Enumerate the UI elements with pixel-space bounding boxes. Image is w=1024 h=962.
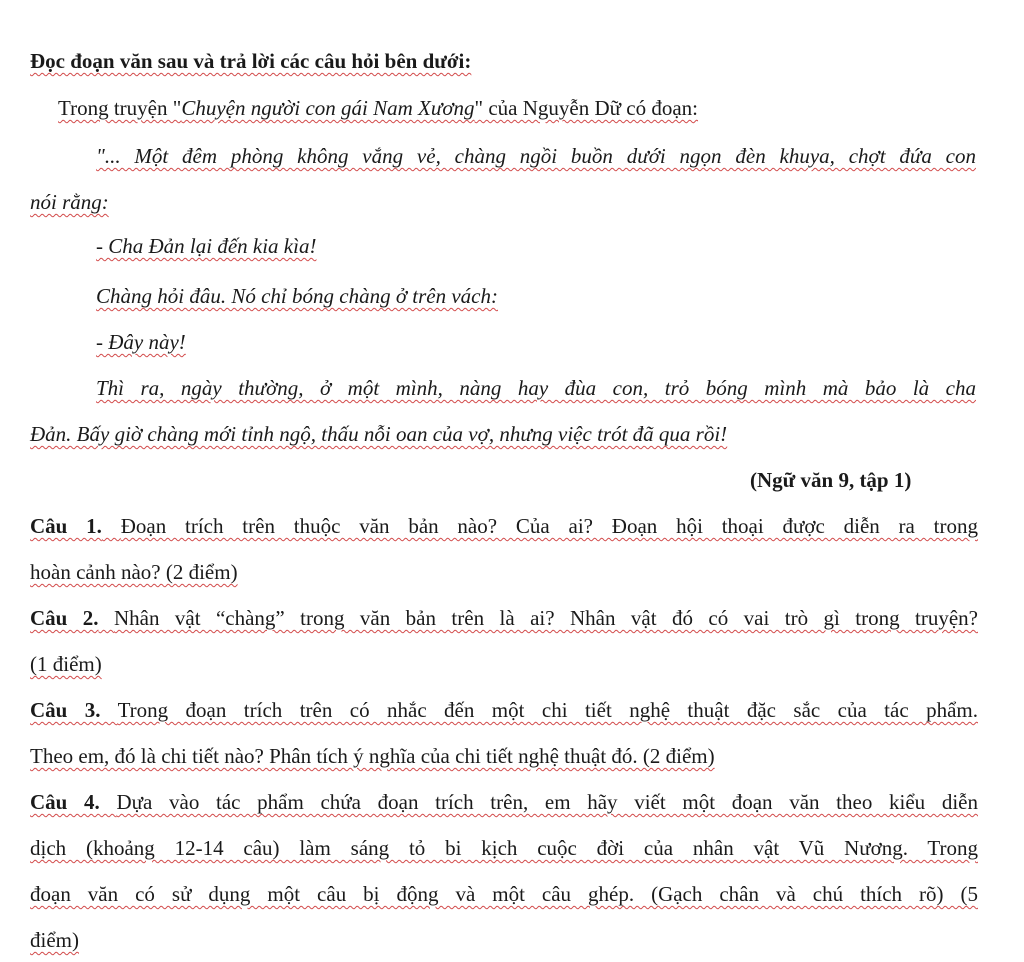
question-2-text-1: Nhân vật “chàng” trong văn bản trên là ai? Nhân vật đó có vai trò gì trong truyện?	[113, 606, 978, 630]
excerpt-line-7: Đản. Bấy giờ chàng mới tỉnh ngộ, thấu nỗi oan của vợ, nhưng việc trót đã qua rồi!	[30, 422, 728, 446]
question-4-line-1	[30, 788, 978, 816]
excerpt-line-2: nói rằng:	[30, 190, 109, 214]
excerpt-line-4: Chàng hỏi đâu. Nó chỉ bóng chàng ở trên vách:	[96, 284, 498, 308]
excerpt-line-3: - Cha Đản lại đến kia kìa!	[96, 234, 317, 258]
question-2-line-1	[30, 604, 978, 632]
question-1-label: Câu 1.	[30, 514, 102, 538]
question-2-line-2: (1 điểm)	[30, 652, 102, 676]
question-4-text-1: Dựa vào tác phẩm chứa đoạn trích trên, em hãy viết một đoạn văn theo kiểu diễn	[116, 790, 978, 814]
story-title: Chuyện người con gái Nam Xương	[181, 96, 475, 120]
question-1-line-2: hoàn cảnh nào? (2 điểm)	[30, 560, 238, 584]
excerpt-line-5: - Đây này!	[96, 330, 186, 354]
question-1-text-1: Đoạn trích trên thuộc văn bản nào? Của ai? Đoạn hội thoại được diễn ra trong	[120, 514, 979, 538]
question-3-label: Câu 3.	[30, 698, 101, 722]
intro-line	[58, 94, 698, 122]
question-4-line-2: dịch (khoảng 12-14 câu) làm sáng tỏ bi kịch cuộc đời của nhân vật Vũ Nương. Trong	[30, 836, 978, 860]
question-2-label: Câu 2.	[30, 606, 99, 630]
question-4-line-4: điểm)	[30, 928, 79, 952]
source-citation: (Ngữ văn 9, tập 1)	[750, 468, 912, 492]
question-4-label: Câu 4.	[30, 790, 100, 814]
question-3-line-1	[30, 696, 978, 724]
question-1-line-1	[30, 512, 978, 540]
intro-prefix: Trong truyện "	[58, 96, 182, 120]
excerpt-line-1: "... Một đêm phòng không vắng vẻ, chàng ngồi buồn dưới ngọn đèn khuya, chợt đứa con	[96, 144, 976, 168]
question-3-text-1: Trong đoạn trích trên có nhắc đến một chi tiết nghệ thuật đặc sắc của tác phẩm.	[117, 698, 978, 722]
question-4-line-3: đoạn văn có sử dụng một câu bị động và một câu ghép. (Gạch chân và chú thích rõ) (5	[30, 882, 978, 906]
intro-suffix: " của Nguyễn Dữ có đoạn:	[474, 96, 699, 120]
heading: Đọc đoạn văn sau và trả lời các câu hỏi bên dưới:	[30, 49, 472, 73]
question-3-line-2: Theo em, đó là chi tiết nào? Phân tích ý nghĩa của chi tiết nghệ thuật đó. (2 điểm)	[30, 744, 715, 768]
excerpt-line-6: Thì ra, ngày thường, ở một mình, nàng hay đùa con, trỏ bóng mình mà bảo là cha	[96, 376, 976, 400]
